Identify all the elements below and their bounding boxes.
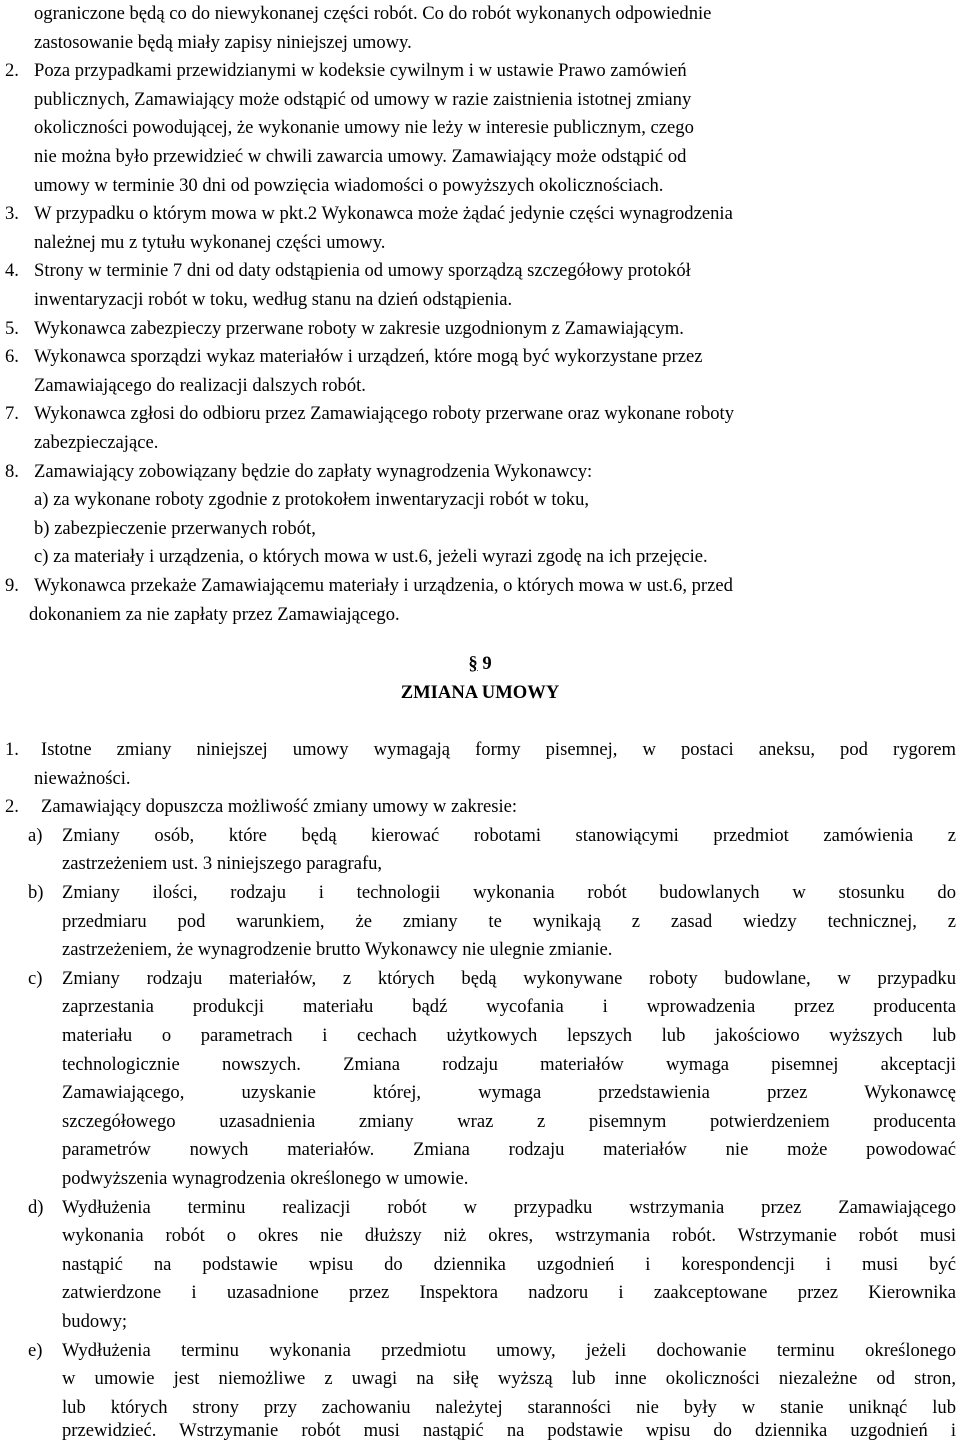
point-9-line: dokonaniem za nie zapłaty przez Zamawiającego. [29, 603, 400, 625]
item-d-line: zatwierdzone i uzasadnione przez Inspektora nadzoru i zaakceptowane przez Kierownika [62, 1282, 956, 1304]
item-d-line: budowy; [62, 1311, 128, 1332]
item-e-line: przewidzieć. Wstrzymanie robót musi nastąpić na podstawie wpisu do dziennika uzgodnień i [62, 1420, 956, 1441]
section-title: ZMIANA UMOWY [400, 682, 560, 703]
item-c-line: Zmiany rodzaju materiałów, z których będą wykonywane roboty budowlane, w przypadku [62, 967, 956, 989]
point-8-line: Zamawiający zobowiązany będzie do zapłaty wynagrodzenia Wykonawcy: [34, 460, 593, 482]
point-number: 6. [5, 346, 19, 368]
point-number: 1. [5, 739, 19, 760]
point-2-line: nie można było przewidzieć w chwili zawarcia umowy. Zamawiający może odstąpić od [34, 146, 687, 167]
item-d-line: wykonania robót o okres nie dłuższy niż okres, wstrzymania robót. Wstrzymanie robót musi [62, 1225, 956, 1247]
point-number: 4. [5, 260, 19, 282]
item-c-line: materiału o parametrach i cechach użytkowych lepszych lub jakościowo wyższych lub [62, 1025, 956, 1046]
point-9-line: Wykonawca przekaże Zamawiającemu materiały i urządzenia, o których mowa w ust.6, przed [34, 575, 733, 596]
point-7-line: zabezpieczające. [34, 432, 159, 453]
item-a-line: Zmiany osób, które będą kierować robotami stanowiącymi przedmiot zamówienia z [62, 824, 956, 846]
point-2-line: Poza przypadkami przewidzianymi w kodeksie cywilnym i w ustawie Prawo zamówień [34, 60, 687, 82]
item-a-line: zastrzeżeniem ust. 3 niniejszego paragrafu, [62, 853, 383, 875]
item-b-line: zastrzeżeniem, że wynagrodzenie brutto Wykonawcy nie ulegnie zmianie. [62, 939, 613, 961]
point-8-subitem: b) zabezpieczenie przerwanych robót, [34, 517, 316, 539]
section9-point-1-line: Istotne zmiany niniejszej umowy wymagają formy pisemnej, w postaci aneksu, pod rygorem [41, 739, 956, 760]
item-d-line: nastąpić na podstawie wpisu do dziennika uzgodnień i korespondencji i musi być [62, 1253, 956, 1275]
item-label: b) [28, 882, 44, 903]
point-5-line: Wykonawca zabezpieczy przerwane roboty w zakresie uzgodnionym z Zamawiającym. [34, 317, 684, 339]
item-c-line: Zamawiającego, uzyskanie której, wymaga przedstawienia przez Wykonawcę [62, 1082, 956, 1104]
point-number: 9. [5, 575, 19, 596]
point-number: 2. [5, 60, 19, 82]
section9-point-1-line: nieważności. [34, 767, 131, 789]
item-c-line: podwyższenia wynagrodzenia określonego w umowie. [62, 1168, 469, 1189]
paragraph-line: ograniczone będą co do niewykonanej części robót. Co do robót wykonanych odpowiednie [34, 3, 712, 24]
point-2-line: okoliczności powodującej, że wykonanie umowy nie leży w interesie publicznym, czego [34, 117, 694, 139]
point-number: 3. [5, 203, 19, 225]
point-number: 8. [5, 460, 19, 482]
item-b-line: Zmiany ilości, rodzaju i technologii wykonania robót budowlanych w stosunku do [62, 882, 956, 903]
point-number: 2. [5, 796, 19, 818]
item-label: a) [28, 824, 43, 846]
point-8-subitem: a) za wykonane roboty zgodnie z protokołem inwentaryzacji robót w toku, [34, 489, 590, 511]
item-label: c) [28, 967, 43, 989]
point-3-line: należnej mu z tytułu wykonanej części umowy. [34, 231, 386, 253]
item-e-line: lub których strony przy zachowaniu należytej staranności nie były w stanie uniknąć lub [62, 1396, 956, 1418]
section-number-heading [0, 650, 960, 679]
item-e-line: w umowie jest niemożliwe z uwagi na siłę wyższą lub inne okoliczności niezależne od stron, [62, 1368, 956, 1390]
point-number: 5. [5, 317, 19, 339]
item-c-line: parametrów nowych materiałów. Zmiana rodzaju materiałów nie może powodować [62, 1139, 956, 1161]
point-4-line: Strony w terminie 7 dni od daty odstąpienia od umowy sporządzą szczegółowy protokół [34, 260, 691, 282]
paragraph-symbol: § [468, 653, 478, 674]
item-c-line: zaprzestania produkcji materiału bądź wycofania i wprowadzenia przez producenta [62, 996, 956, 1018]
item-e-line: Wydłużenia terminu wykonania przedmiotu umowy, jeżeli dochowanie terminu określonego [62, 1339, 956, 1361]
point-6-line: Wykonawca sporządzi wykaz materiałów i urządzeń, które mogą być wykorzystane przez [34, 346, 703, 368]
item-c-line: technologicznie nowszych. Zmiana rodzaju materiałów wymaga pisemnej akceptacji [62, 1053, 956, 1075]
point-7-line: Wykonawca zgłosi do odbioru przez Zamawiającego roboty przerwane oraz wykonane roboty [34, 403, 734, 425]
item-label: e) [28, 1339, 43, 1361]
point-3-line: W przypadku o którym mowa w pkt.2 Wykonawca może żądać jedynie części wynagrodzenia [34, 203, 733, 225]
point-2-line: umowy w terminie 30 dni od powzięcia wiadomości o powyższych okolicznościach. [34, 174, 664, 196]
item-d-line: Wydłużenia terminu realizacji robót w przypadku wstrzymania przez Zamawiającego [62, 1196, 956, 1218]
point-6-line: Zamawiającego do realizacji dalszych robót. [34, 374, 366, 396]
paragraph-line: zastosowanie będą miały zapisy niniejszej umowy. [34, 31, 412, 53]
point-number: 7. [5, 403, 19, 425]
item-c-line: szczegółowego uzasadnienia zmiany wraz z pisemnym potwierdzeniem producenta [62, 1110, 956, 1132]
section-number: 9 [482, 653, 492, 674]
section9-point-2-line: Zamawiający dopuszcza możliwość zmiany umowy w zakresie: [41, 796, 518, 818]
point-4-line: inwentaryzacji robót w toku, według stanu na dzień odstąpienia. [34, 289, 513, 310]
point-8-subitem: c) za materiały i urządzenia, o których mowa w ust.6, jeżeli wyrazi zgodę na ich przejęcie. [34, 546, 708, 568]
item-label: d) [28, 1196, 44, 1218]
point-2-line: publicznych, Zamawiający może odstąpić od umowy w razie zaistnienia istotnej zmiany [34, 88, 692, 110]
item-b-line: przedmiaru pod warunkiem, że zmiany te wynikają z zasad wiedzy technicznej, z [62, 910, 956, 932]
